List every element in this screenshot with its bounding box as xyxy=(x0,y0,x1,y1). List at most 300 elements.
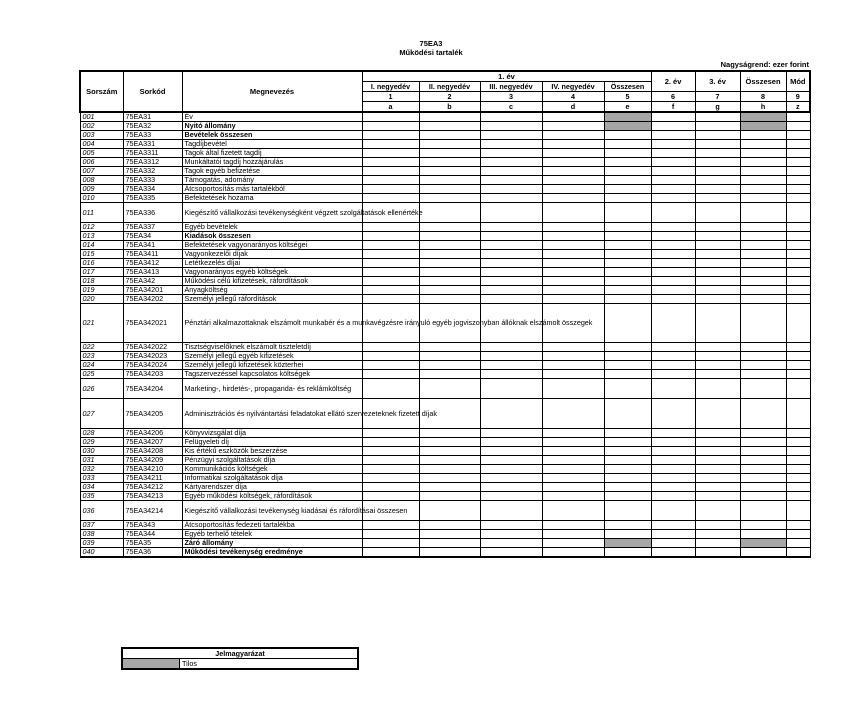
value-cell[interactable] xyxy=(651,167,695,176)
value-cell[interactable] xyxy=(542,241,604,250)
value-cell[interactable] xyxy=(786,501,810,521)
value-cell[interactable] xyxy=(786,548,810,558)
value-cell[interactable] xyxy=(419,176,480,185)
value-cell[interactable] xyxy=(695,361,740,370)
value-cell[interactable] xyxy=(651,232,695,241)
value-cell[interactable] xyxy=(362,250,419,259)
value-cell[interactable] xyxy=(542,429,604,438)
value-cell[interactable] xyxy=(651,447,695,456)
value-cell[interactable] xyxy=(786,483,810,492)
value-cell[interactable] xyxy=(542,539,604,548)
value-cell[interactable] xyxy=(480,122,542,131)
value-cell[interactable] xyxy=(695,203,740,223)
value-cell[interactable] xyxy=(604,438,651,447)
value-cell[interactable] xyxy=(786,492,810,501)
value-cell[interactable] xyxy=(604,370,651,379)
value-cell[interactable] xyxy=(740,167,786,176)
value-cell[interactable] xyxy=(362,465,419,474)
value-cell[interactable] xyxy=(740,194,786,203)
value-cell[interactable] xyxy=(695,530,740,539)
value-cell[interactable] xyxy=(786,447,810,456)
value-cell[interactable] xyxy=(786,474,810,483)
value-cell[interactable] xyxy=(786,456,810,465)
value-cell[interactable] xyxy=(604,140,651,149)
value-cell[interactable] xyxy=(786,277,810,286)
value-cell[interactable] xyxy=(786,194,810,203)
value-cell[interactable] xyxy=(786,304,810,343)
value-cell[interactable] xyxy=(786,250,810,259)
value-cell[interactable] xyxy=(786,158,810,167)
value-cell[interactable] xyxy=(740,492,786,501)
value-cell[interactable] xyxy=(604,399,651,429)
value-cell[interactable] xyxy=(695,501,740,521)
value-cell[interactable] xyxy=(604,548,651,558)
value-cell[interactable] xyxy=(604,492,651,501)
value-cell[interactable] xyxy=(542,530,604,539)
value-cell[interactable] xyxy=(651,241,695,250)
value-cell[interactable] xyxy=(786,343,810,352)
value-cell[interactable] xyxy=(695,149,740,158)
value-cell[interactable] xyxy=(740,268,786,277)
value-cell[interactable] xyxy=(740,232,786,241)
value-cell[interactable] xyxy=(651,149,695,158)
value-cell[interactable] xyxy=(362,379,419,399)
value-cell[interactable] xyxy=(651,501,695,521)
value-cell[interactable] xyxy=(695,277,740,286)
value-cell[interactable] xyxy=(419,361,480,370)
value-cell[interactable] xyxy=(651,223,695,232)
value-cell[interactable] xyxy=(362,370,419,379)
value-cell[interactable] xyxy=(419,167,480,176)
value-cell[interactable] xyxy=(362,447,419,456)
value-cell[interactable] xyxy=(362,530,419,539)
value-cell[interactable] xyxy=(651,295,695,304)
value-cell[interactable] xyxy=(542,176,604,185)
value-cell[interactable] xyxy=(740,474,786,483)
value-cell[interactable] xyxy=(695,438,740,447)
value-cell[interactable] xyxy=(786,232,810,241)
value-cell[interactable] xyxy=(740,465,786,474)
value-cell[interactable] xyxy=(480,268,542,277)
value-cell[interactable] xyxy=(604,277,651,286)
value-cell[interactable] xyxy=(786,131,810,140)
value-cell[interactable] xyxy=(480,295,542,304)
value-cell[interactable] xyxy=(362,158,419,167)
value-cell[interactable] xyxy=(604,268,651,277)
value-cell[interactable] xyxy=(480,492,542,501)
value-cell[interactable] xyxy=(419,343,480,352)
value-cell[interactable] xyxy=(786,176,810,185)
value-cell[interactable] xyxy=(786,268,810,277)
value-cell[interactable] xyxy=(480,501,542,521)
value-cell[interactable] xyxy=(480,176,542,185)
value-cell[interactable] xyxy=(362,539,419,548)
value-cell[interactable] xyxy=(786,286,810,295)
value-cell[interactable] xyxy=(480,447,542,456)
value-cell[interactable] xyxy=(651,286,695,295)
value-cell[interactable] xyxy=(480,361,542,370)
value-cell[interactable] xyxy=(651,370,695,379)
value-cell[interactable] xyxy=(786,167,810,176)
value-cell[interactable] xyxy=(651,429,695,438)
value-cell[interactable] xyxy=(604,232,651,241)
value-cell[interactable] xyxy=(740,295,786,304)
value-cell[interactable] xyxy=(695,483,740,492)
value-cell[interactable] xyxy=(740,304,786,343)
value-cell[interactable] xyxy=(362,352,419,361)
value-cell[interactable] xyxy=(651,277,695,286)
value-cell[interactable] xyxy=(542,250,604,259)
value-cell[interactable] xyxy=(480,343,542,352)
value-cell[interactable] xyxy=(542,447,604,456)
value-cell[interactable] xyxy=(651,140,695,149)
value-cell[interactable] xyxy=(419,241,480,250)
value-cell[interactable] xyxy=(740,456,786,465)
value-cell[interactable] xyxy=(542,521,604,530)
value-cell[interactable] xyxy=(419,149,480,158)
value-cell[interactable] xyxy=(419,223,480,232)
value-cell[interactable] xyxy=(362,438,419,447)
value-cell[interactable] xyxy=(362,131,419,140)
value-cell[interactable] xyxy=(480,232,542,241)
value-cell[interactable] xyxy=(651,361,695,370)
value-cell[interactable] xyxy=(695,140,740,149)
value-cell[interactable] xyxy=(480,352,542,361)
value-cell[interactable] xyxy=(695,158,740,167)
value-cell[interactable] xyxy=(480,530,542,539)
value-cell[interactable] xyxy=(480,277,542,286)
value-cell[interactable] xyxy=(695,259,740,268)
value-cell[interactable] xyxy=(419,185,480,194)
value-cell[interactable] xyxy=(362,361,419,370)
value-cell[interactable] xyxy=(604,203,651,223)
value-cell[interactable] xyxy=(542,286,604,295)
value-cell[interactable] xyxy=(786,399,810,429)
value-cell[interactable] xyxy=(740,185,786,194)
value-cell[interactable] xyxy=(480,379,542,399)
value-cell[interactable] xyxy=(740,501,786,521)
value-cell[interactable] xyxy=(419,379,480,399)
value-cell[interactable] xyxy=(362,112,419,122)
value-cell[interactable] xyxy=(480,438,542,447)
value-cell[interactable] xyxy=(480,474,542,483)
value-cell[interactable] xyxy=(695,250,740,259)
value-cell[interactable] xyxy=(695,539,740,548)
value-cell[interactable] xyxy=(419,203,480,223)
value-cell[interactable] xyxy=(604,530,651,539)
value-cell[interactable] xyxy=(604,447,651,456)
value-cell[interactable] xyxy=(480,158,542,167)
value-cell[interactable] xyxy=(480,286,542,295)
value-cell[interactable] xyxy=(695,176,740,185)
value-cell[interactable] xyxy=(419,352,480,361)
value-cell[interactable] xyxy=(651,203,695,223)
value-cell[interactable] xyxy=(362,492,419,501)
value-cell[interactable] xyxy=(604,352,651,361)
value-cell[interactable] xyxy=(419,548,480,558)
value-cell[interactable] xyxy=(695,521,740,530)
value-cell[interactable] xyxy=(695,194,740,203)
value-cell[interactable] xyxy=(542,223,604,232)
value-cell[interactable] xyxy=(542,399,604,429)
value-cell[interactable] xyxy=(604,286,651,295)
value-cell[interactable] xyxy=(542,361,604,370)
value-cell[interactable] xyxy=(419,429,480,438)
value-cell[interactable] xyxy=(419,539,480,548)
value-cell[interactable] xyxy=(419,232,480,241)
value-cell[interactable] xyxy=(480,250,542,259)
value-cell[interactable] xyxy=(480,259,542,268)
value-cell[interactable] xyxy=(419,268,480,277)
value-cell[interactable] xyxy=(651,530,695,539)
value-cell[interactable] xyxy=(695,185,740,194)
value-cell[interactable] xyxy=(362,241,419,250)
value-cell[interactable] xyxy=(480,223,542,232)
value-cell[interactable] xyxy=(740,361,786,370)
value-cell[interactable] xyxy=(419,122,480,131)
value-cell[interactable] xyxy=(480,399,542,429)
value-cell[interactable] xyxy=(651,456,695,465)
value-cell[interactable] xyxy=(419,259,480,268)
value-cell[interactable] xyxy=(419,456,480,465)
value-cell[interactable] xyxy=(740,259,786,268)
value-cell[interactable] xyxy=(480,194,542,203)
value-cell[interactable] xyxy=(604,223,651,232)
value-cell[interactable] xyxy=(542,131,604,140)
value-cell[interactable] xyxy=(651,158,695,167)
value-cell[interactable] xyxy=(604,241,651,250)
value-cell[interactable] xyxy=(542,456,604,465)
value-cell[interactable] xyxy=(651,492,695,501)
value-cell[interactable] xyxy=(419,492,480,501)
value-cell[interactable] xyxy=(651,399,695,429)
value-cell[interactable] xyxy=(542,370,604,379)
value-cell[interactable] xyxy=(362,343,419,352)
value-cell[interactable] xyxy=(542,185,604,194)
value-cell[interactable] xyxy=(740,158,786,167)
value-cell[interactable] xyxy=(604,185,651,194)
value-cell[interactable] xyxy=(542,501,604,521)
value-cell[interactable] xyxy=(419,530,480,539)
value-cell[interactable] xyxy=(604,521,651,530)
value-cell[interactable] xyxy=(604,304,651,343)
value-cell[interactable] xyxy=(695,456,740,465)
value-cell[interactable] xyxy=(740,223,786,232)
value-cell[interactable] xyxy=(419,465,480,474)
value-cell[interactable] xyxy=(740,149,786,158)
value-cell[interactable] xyxy=(362,268,419,277)
value-cell[interactable] xyxy=(786,530,810,539)
value-cell[interactable] xyxy=(695,379,740,399)
value-cell[interactable] xyxy=(480,521,542,530)
value-cell[interactable] xyxy=(419,521,480,530)
value-cell[interactable] xyxy=(480,548,542,558)
value-cell[interactable] xyxy=(362,429,419,438)
value-cell[interactable] xyxy=(542,140,604,149)
value-cell[interactable] xyxy=(740,250,786,259)
value-cell[interactable] xyxy=(419,370,480,379)
value-cell[interactable] xyxy=(604,295,651,304)
value-cell[interactable] xyxy=(480,185,542,194)
value-cell[interactable] xyxy=(604,167,651,176)
value-cell[interactable] xyxy=(480,167,542,176)
value-cell[interactable] xyxy=(419,438,480,447)
value-cell[interactable] xyxy=(542,483,604,492)
value-cell[interactable] xyxy=(740,429,786,438)
value-cell[interactable] xyxy=(695,232,740,241)
value-cell[interactable] xyxy=(419,250,480,259)
value-cell[interactable] xyxy=(542,465,604,474)
value-cell[interactable] xyxy=(651,194,695,203)
value-cell[interactable] xyxy=(542,474,604,483)
value-cell[interactable] xyxy=(480,370,542,379)
value-cell[interactable] xyxy=(542,277,604,286)
value-cell[interactable] xyxy=(786,379,810,399)
value-cell[interactable] xyxy=(786,352,810,361)
value-cell[interactable] xyxy=(651,176,695,185)
value-cell[interactable] xyxy=(604,474,651,483)
value-cell[interactable] xyxy=(695,548,740,558)
value-cell[interactable] xyxy=(542,167,604,176)
value-cell[interactable] xyxy=(695,429,740,438)
value-cell[interactable] xyxy=(542,352,604,361)
value-cell[interactable] xyxy=(651,185,695,194)
value-cell[interactable] xyxy=(740,140,786,149)
value-cell[interactable] xyxy=(604,158,651,167)
value-cell[interactable] xyxy=(362,295,419,304)
value-cell[interactable] xyxy=(480,203,542,223)
value-cell[interactable] xyxy=(362,232,419,241)
value-cell[interactable] xyxy=(651,521,695,530)
value-cell[interactable] xyxy=(695,492,740,501)
value-cell[interactable] xyxy=(695,304,740,343)
value-cell[interactable] xyxy=(695,112,740,122)
value-cell[interactable] xyxy=(362,176,419,185)
value-cell[interactable] xyxy=(651,548,695,558)
value-cell[interactable] xyxy=(542,295,604,304)
value-cell[interactable] xyxy=(786,185,810,194)
value-cell[interactable] xyxy=(419,483,480,492)
value-cell[interactable] xyxy=(740,379,786,399)
value-cell[interactable] xyxy=(542,438,604,447)
value-cell[interactable] xyxy=(786,140,810,149)
value-cell[interactable] xyxy=(362,122,419,131)
value-cell[interactable] xyxy=(786,465,810,474)
value-cell[interactable] xyxy=(542,194,604,203)
value-cell[interactable] xyxy=(362,521,419,530)
value-cell[interactable] xyxy=(604,379,651,399)
value-cell[interactable] xyxy=(604,176,651,185)
value-cell[interactable] xyxy=(651,352,695,361)
value-cell[interactable] xyxy=(362,194,419,203)
value-cell[interactable] xyxy=(651,131,695,140)
value-cell[interactable] xyxy=(695,474,740,483)
value-cell[interactable] xyxy=(740,176,786,185)
value-cell[interactable] xyxy=(604,343,651,352)
value-cell[interactable] xyxy=(480,483,542,492)
value-cell[interactable] xyxy=(786,122,810,131)
value-cell[interactable] xyxy=(786,295,810,304)
value-cell[interactable] xyxy=(542,548,604,558)
value-cell[interactable] xyxy=(362,149,419,158)
value-cell[interactable] xyxy=(786,241,810,250)
value-cell[interactable] xyxy=(786,539,810,548)
value-cell[interactable] xyxy=(651,122,695,131)
value-cell[interactable] xyxy=(419,447,480,456)
value-cell[interactable] xyxy=(786,112,810,122)
value-cell[interactable] xyxy=(419,286,480,295)
value-cell[interactable] xyxy=(740,521,786,530)
value-cell[interactable] xyxy=(695,295,740,304)
value-cell[interactable] xyxy=(651,483,695,492)
value-cell[interactable] xyxy=(651,268,695,277)
value-cell[interactable] xyxy=(604,259,651,268)
value-cell[interactable] xyxy=(419,131,480,140)
value-cell[interactable] xyxy=(419,112,480,122)
value-cell[interactable] xyxy=(786,429,810,438)
value-cell[interactable] xyxy=(604,131,651,140)
value-cell[interactable] xyxy=(740,447,786,456)
value-cell[interactable] xyxy=(542,149,604,158)
value-cell[interactable] xyxy=(362,277,419,286)
value-cell[interactable] xyxy=(651,539,695,548)
value-cell[interactable] xyxy=(695,370,740,379)
value-cell[interactable] xyxy=(542,203,604,223)
value-cell[interactable] xyxy=(419,501,480,521)
value-cell[interactable] xyxy=(419,140,480,149)
value-cell[interactable] xyxy=(651,259,695,268)
value-cell[interactable] xyxy=(542,492,604,501)
value-cell[interactable] xyxy=(480,456,542,465)
value-cell[interactable] xyxy=(651,343,695,352)
value-cell[interactable] xyxy=(740,277,786,286)
value-cell[interactable] xyxy=(542,158,604,167)
value-cell[interactable] xyxy=(419,194,480,203)
value-cell[interactable] xyxy=(542,379,604,399)
value-cell[interactable] xyxy=(542,268,604,277)
value-cell[interactable] xyxy=(695,167,740,176)
value-cell[interactable] xyxy=(604,149,651,158)
value-cell[interactable] xyxy=(786,361,810,370)
value-cell[interactable] xyxy=(651,250,695,259)
value-cell[interactable] xyxy=(740,530,786,539)
value-cell[interactable] xyxy=(362,483,419,492)
value-cell[interactable] xyxy=(695,447,740,456)
value-cell[interactable] xyxy=(362,223,419,232)
value-cell[interactable] xyxy=(786,438,810,447)
value-cell[interactable] xyxy=(786,203,810,223)
value-cell[interactable] xyxy=(362,548,419,558)
value-cell[interactable] xyxy=(695,343,740,352)
value-cell[interactable] xyxy=(740,286,786,295)
value-cell[interactable] xyxy=(542,343,604,352)
value-cell[interactable] xyxy=(786,370,810,379)
value-cell[interactable] xyxy=(740,343,786,352)
value-cell[interactable] xyxy=(542,232,604,241)
value-cell[interactable] xyxy=(651,304,695,343)
value-cell[interactable] xyxy=(480,149,542,158)
value-cell[interactable] xyxy=(480,241,542,250)
value-cell[interactable] xyxy=(419,295,480,304)
value-cell[interactable] xyxy=(362,456,419,465)
value-cell[interactable] xyxy=(480,539,542,548)
value-cell[interactable] xyxy=(604,456,651,465)
value-cell[interactable] xyxy=(740,548,786,558)
value-cell[interactable] xyxy=(480,465,542,474)
value-cell[interactable] xyxy=(695,268,740,277)
value-cell[interactable] xyxy=(651,379,695,399)
value-cell[interactable] xyxy=(362,286,419,295)
